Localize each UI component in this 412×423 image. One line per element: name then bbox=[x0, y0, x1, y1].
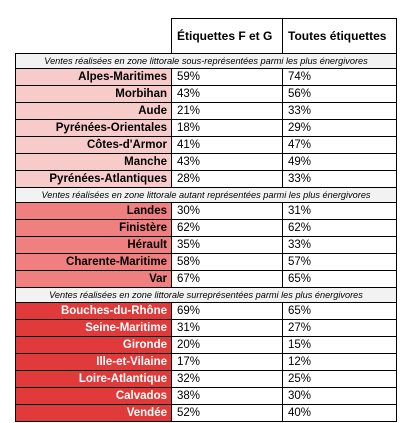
header-row bbox=[16, 19, 397, 54]
table-row bbox=[16, 171, 397, 188]
table-row bbox=[16, 354, 397, 371]
table-body bbox=[16, 54, 397, 422]
department-name: Pyrénées-Orientales bbox=[16, 120, 172, 137]
table-row bbox=[16, 154, 397, 171]
value-all: 15% bbox=[283, 337, 397, 354]
section-header-row bbox=[16, 188, 397, 203]
value-fg: 59% bbox=[172, 69, 283, 86]
table-row bbox=[16, 86, 397, 103]
value-fg: 43% bbox=[172, 154, 283, 171]
value-fg: 62% bbox=[172, 220, 283, 237]
header-fg: Étiquettes F et G bbox=[172, 19, 283, 54]
value-fg: 38% bbox=[172, 388, 283, 405]
table-row bbox=[16, 337, 397, 354]
value-fg: 32% bbox=[172, 371, 283, 388]
value-fg: 43% bbox=[172, 86, 283, 103]
table-row bbox=[16, 320, 397, 337]
value-all: 29% bbox=[283, 120, 397, 137]
value-fg: 31% bbox=[172, 320, 283, 337]
value-all: 40% bbox=[283, 405, 397, 422]
table-row bbox=[16, 120, 397, 137]
table-row bbox=[16, 137, 397, 154]
value-all: 25% bbox=[283, 371, 397, 388]
department-name: Var bbox=[16, 271, 172, 288]
header-all: Toutes étiquettes bbox=[283, 19, 397, 54]
header-blank-cell bbox=[16, 19, 172, 54]
department-name: Alpes-Maritimes bbox=[16, 69, 172, 86]
sales-table bbox=[15, 18, 397, 422]
section-title: Ventes réalisées en zone littorale surreprésentées parmi les plus énergivores bbox=[16, 288, 397, 303]
section-title: Ventes réalisées en zone littorale sous-représentées parmi les plus énergivores bbox=[16, 54, 397, 69]
value-fg: 69% bbox=[172, 303, 283, 320]
department-name: Finistère bbox=[16, 220, 172, 237]
table-row bbox=[16, 69, 397, 86]
department-name: Morbihan bbox=[16, 86, 172, 103]
table-row bbox=[16, 254, 397, 271]
table-row bbox=[16, 405, 397, 422]
section-header-row bbox=[16, 54, 397, 69]
value-fg: 35% bbox=[172, 237, 283, 254]
value-all: 49% bbox=[283, 154, 397, 171]
value-fg: 41% bbox=[172, 137, 283, 154]
value-all: 30% bbox=[283, 388, 397, 405]
value-all: 65% bbox=[283, 271, 397, 288]
value-fg: 58% bbox=[172, 254, 283, 271]
department-name: Ille-et-Vilaine bbox=[16, 354, 172, 371]
value-all: 57% bbox=[283, 254, 397, 271]
value-fg: 20% bbox=[172, 337, 283, 354]
department-name: Hérault bbox=[16, 237, 172, 254]
value-all: 74% bbox=[283, 69, 397, 86]
table-row bbox=[16, 103, 397, 120]
value-all: 27% bbox=[283, 320, 397, 337]
table-row bbox=[16, 271, 397, 288]
department-name: Côtes-d'Armor bbox=[16, 137, 172, 154]
value-all: 31% bbox=[283, 203, 397, 220]
value-all: 33% bbox=[283, 171, 397, 188]
department-name: Bouches-du-Rhône bbox=[16, 303, 172, 320]
department-name: Loire-Atlantique bbox=[16, 371, 172, 388]
value-all: 47% bbox=[283, 137, 397, 154]
department-name: Aude bbox=[16, 103, 172, 120]
department-name: Gironde bbox=[16, 337, 172, 354]
section-title: Ventes réalisées en zone littorale autant représentées parmi les plus énergivores bbox=[16, 188, 397, 203]
department-name: Seine-Maritime bbox=[16, 320, 172, 337]
value-all: 65% bbox=[283, 303, 397, 320]
value-fg: 17% bbox=[172, 354, 283, 371]
department-name: Calvados bbox=[16, 388, 172, 405]
table-row bbox=[16, 303, 397, 320]
value-fg: 18% bbox=[172, 120, 283, 137]
department-name: Vendée bbox=[16, 405, 172, 422]
table-row bbox=[16, 371, 397, 388]
table-row bbox=[16, 237, 397, 254]
table-row bbox=[16, 203, 397, 220]
value-fg: 67% bbox=[172, 271, 283, 288]
value-all: 33% bbox=[283, 237, 397, 254]
table-row bbox=[16, 220, 397, 237]
value-all: 12% bbox=[283, 354, 397, 371]
value-fg: 52% bbox=[172, 405, 283, 422]
department-name: Pyrénées-Atlantiques bbox=[16, 171, 172, 188]
value-all: 56% bbox=[283, 86, 397, 103]
table-row bbox=[16, 388, 397, 405]
value-fg: 30% bbox=[172, 203, 283, 220]
value-all: 62% bbox=[283, 220, 397, 237]
section-header-row bbox=[16, 288, 397, 303]
department-name: Manche bbox=[16, 154, 172, 171]
department-name: Landes bbox=[16, 203, 172, 220]
department-name: Charente-Maritime bbox=[16, 254, 172, 271]
value-fg: 28% bbox=[172, 171, 283, 188]
value-all: 33% bbox=[283, 103, 397, 120]
value-fg: 21% bbox=[172, 103, 283, 120]
